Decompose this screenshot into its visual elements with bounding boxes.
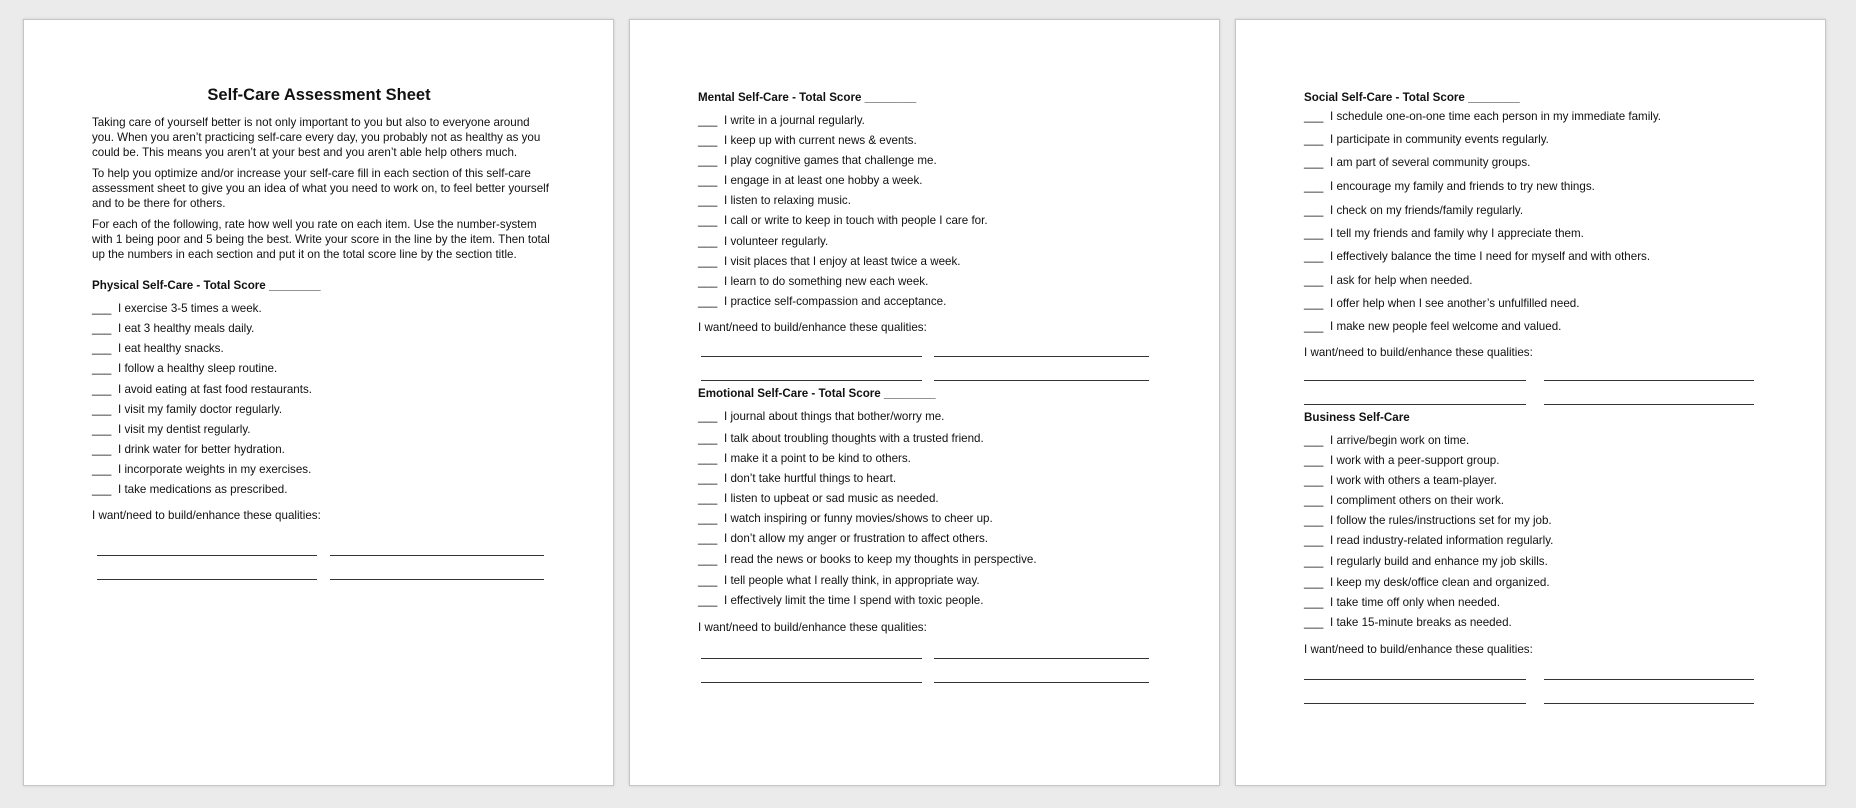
checklist-item bbox=[92, 462, 562, 477]
score-blank[interactable]: ___ bbox=[1304, 133, 1324, 146]
physical-items bbox=[92, 301, 562, 497]
checklist-item bbox=[1304, 554, 1774, 569]
item-label: I read the news or books to keep my thoughts in perspective. bbox=[724, 553, 1037, 566]
write-line[interactable] bbox=[97, 555, 317, 556]
checklist-item bbox=[1304, 203, 1774, 218]
business-section-heading: Business Self-Care bbox=[1304, 411, 1410, 424]
score-blank[interactable]: ___ bbox=[1304, 204, 1324, 217]
item-label: I journal about things that bother/worry me. bbox=[724, 410, 945, 423]
item-label: I take time off only when needed. bbox=[1330, 596, 1500, 609]
checklist-item bbox=[698, 531, 1168, 546]
item-label: I tell my friends and family why I appreciate them. bbox=[1330, 227, 1584, 240]
checklist-item bbox=[698, 234, 1168, 249]
checklist-item bbox=[1304, 109, 1774, 124]
item-label: I make new people feel welcome and valued. bbox=[1330, 320, 1562, 333]
checklist-item bbox=[698, 409, 1168, 424]
write-line[interactable] bbox=[934, 658, 1149, 659]
checklist-item bbox=[1304, 296, 1774, 311]
score-blank[interactable]: ___ bbox=[698, 235, 718, 248]
score-blank[interactable]: ___ bbox=[92, 423, 112, 436]
checklist-item bbox=[698, 113, 1168, 128]
item-label: I offer help when I see another’s unfulfilled need. bbox=[1330, 297, 1580, 310]
intro-paragraph-3: For each of the following, rate how well you rate on each item. Use the number-system with 1 being poor and 5 being the best. Write your score in the line by the item. Then total up the numbers in each section and put it on the total score line by the section title. bbox=[92, 218, 550, 261]
item-label: I volunteer regularly. bbox=[724, 235, 829, 248]
score-blank[interactable]: ___ bbox=[92, 483, 112, 496]
score-blank[interactable]: ___ bbox=[698, 134, 718, 147]
score-blank[interactable]: ___ bbox=[698, 174, 718, 187]
page-1 bbox=[23, 19, 614, 786]
qualities-label: I want/need to build/enhance these qualities: bbox=[1304, 346, 1533, 359]
checklist-item bbox=[92, 361, 562, 376]
item-label: I check on my friends/family regularly. bbox=[1330, 204, 1524, 217]
checklist-item bbox=[92, 402, 562, 417]
document-title: Self-Care Assessment Sheet bbox=[207, 86, 431, 104]
score-blank[interactable]: ___ bbox=[1304, 297, 1324, 310]
checklist-item bbox=[1304, 533, 1774, 548]
score-blank[interactable]: ___ bbox=[92, 342, 112, 355]
score-blank[interactable]: ___ bbox=[698, 492, 718, 505]
checklist-item bbox=[92, 442, 562, 457]
checklist-item bbox=[698, 294, 1168, 309]
qualities-lines bbox=[1304, 657, 1774, 702]
score-blank[interactable]: ___ bbox=[698, 275, 718, 288]
item-label: I encourage my family and friends to try new things. bbox=[1330, 180, 1595, 193]
write-line[interactable] bbox=[1544, 404, 1754, 405]
checklist-item bbox=[698, 451, 1168, 466]
score-blank[interactable]: ___ bbox=[1304, 227, 1324, 240]
item-label: I visit places that I enjoy at least twice a week. bbox=[724, 255, 961, 268]
score-blank[interactable]: ___ bbox=[698, 553, 718, 566]
score-blank[interactable]: ___ bbox=[1304, 454, 1324, 467]
item-label: I listen to relaxing music. bbox=[724, 194, 851, 207]
score-blank[interactable]: ___ bbox=[698, 574, 718, 587]
score-blank[interactable]: ___ bbox=[1304, 555, 1324, 568]
checklist-item bbox=[698, 593, 1168, 608]
checklist-item bbox=[1304, 615, 1774, 630]
checklist-item bbox=[1304, 226, 1774, 241]
item-label: I exercise 3-5 times a week. bbox=[118, 302, 262, 315]
page-3-content bbox=[1304, 90, 1774, 702]
social-section-heading: Social Self-Care - Total Score ________ bbox=[1304, 91, 1520, 104]
write-line[interactable] bbox=[701, 380, 922, 381]
qualities-label: I want/need to build/enhance these qualities: bbox=[1304, 643, 1533, 656]
emotional-section-heading: Emotional Self-Care - Total Score ________ bbox=[698, 387, 936, 400]
item-label: I work with others a team-player. bbox=[1330, 474, 1497, 487]
score-blank[interactable]: ___ bbox=[92, 463, 112, 476]
score-blank[interactable]: ___ bbox=[92, 383, 112, 396]
score-blank[interactable]: ___ bbox=[1304, 320, 1324, 333]
item-label: I schedule one-on-one time each person in my immediate family. bbox=[1330, 110, 1662, 123]
checklist-item bbox=[92, 301, 562, 316]
page-2 bbox=[629, 19, 1220, 786]
item-label: I participate in community events regularly. bbox=[1330, 133, 1549, 146]
item-label: I eat 3 healthy meals daily. bbox=[118, 322, 255, 335]
write-line[interactable] bbox=[1544, 703, 1754, 704]
write-line[interactable] bbox=[1304, 380, 1526, 381]
checklist-item bbox=[92, 422, 562, 437]
score-blank[interactable]: ___ bbox=[1304, 596, 1324, 609]
checklist-item bbox=[698, 471, 1168, 486]
item-label: I engage in at least one hobby a week. bbox=[724, 174, 923, 187]
checklist-item bbox=[698, 431, 1168, 446]
item-label: I make it a point to be kind to others. bbox=[724, 452, 911, 465]
item-label: I avoid eating at fast food restaurants. bbox=[118, 383, 312, 396]
item-label: I work with a peer-support group. bbox=[1330, 454, 1500, 467]
score-blank[interactable]: ___ bbox=[698, 194, 718, 207]
score-blank[interactable]: ___ bbox=[698, 512, 718, 525]
score-blank[interactable]: ___ bbox=[1304, 434, 1324, 447]
score-blank[interactable]: ___ bbox=[92, 322, 112, 335]
checklist-item bbox=[698, 552, 1168, 567]
checklist-item bbox=[1304, 155, 1774, 170]
score-blank[interactable]: ___ bbox=[1304, 494, 1324, 507]
checklist-item bbox=[698, 491, 1168, 506]
page-1-content bbox=[92, 85, 562, 573]
write-line[interactable] bbox=[1304, 404, 1526, 405]
qualities-lines bbox=[1304, 360, 1774, 405]
item-label: I incorporate weights in my exercises. bbox=[118, 463, 312, 476]
item-label: I follow a healthy sleep routine. bbox=[118, 362, 278, 375]
item-label: I visit my family doctor regularly. bbox=[118, 403, 283, 416]
write-line[interactable] bbox=[1304, 679, 1526, 680]
mental-items bbox=[698, 113, 1168, 309]
item-label: I take medications as prescribed. bbox=[118, 483, 288, 496]
checklist-item bbox=[698, 133, 1168, 148]
page-3 bbox=[1235, 19, 1826, 786]
item-label: I arrive/begin work on time. bbox=[1330, 434, 1470, 447]
write-line[interactable] bbox=[934, 682, 1149, 683]
item-label: I don’t allow my anger or frustration to affect others. bbox=[724, 532, 988, 545]
mental-section-heading: Mental Self-Care - Total Score ________ bbox=[698, 91, 917, 104]
write-line[interactable] bbox=[701, 658, 922, 659]
checklist-item bbox=[698, 254, 1168, 269]
item-label: I ask for help when needed. bbox=[1330, 274, 1473, 287]
intro-paragraph-2: To help you optimize and/or increase your self-care fill in each section of this self-care assessment sheet to give you an idea of what you need to work on, to feel better yourself and to be there for others. bbox=[92, 167, 549, 210]
score-blank[interactable]: ___ bbox=[1304, 274, 1324, 287]
item-label: I call or write to keep in touch with people I care for. bbox=[724, 214, 988, 227]
score-blank[interactable]: ___ bbox=[698, 214, 718, 227]
score-blank[interactable]: ___ bbox=[698, 432, 718, 445]
item-label: I play cognitive games that challenge me. bbox=[724, 154, 937, 167]
social-items bbox=[1304, 109, 1774, 334]
write-line[interactable] bbox=[701, 682, 922, 683]
score-blank[interactable]: ___ bbox=[1304, 110, 1324, 123]
write-line[interactable] bbox=[701, 356, 922, 357]
item-label: I take 15-minute breaks as needed. bbox=[1330, 616, 1512, 629]
physical-section-heading: Physical Self-Care - Total Score ________ bbox=[92, 279, 321, 292]
item-label: I practice self-compassion and acceptance. bbox=[724, 295, 947, 308]
qualities-label: I want/need to build/enhance these qualities: bbox=[698, 321, 927, 334]
score-blank[interactable]: ___ bbox=[92, 302, 112, 315]
score-blank[interactable]: ___ bbox=[92, 403, 112, 416]
checklist-item bbox=[1304, 453, 1774, 468]
item-label: I compliment others on their work. bbox=[1330, 494, 1504, 507]
qualities-lines bbox=[698, 635, 1168, 681]
score-blank[interactable]: ___ bbox=[92, 443, 112, 456]
score-blank[interactable]: ___ bbox=[698, 594, 718, 607]
emotional-items bbox=[698, 409, 1168, 608]
item-label: I read industry-related information regularly. bbox=[1330, 534, 1554, 547]
score-blank[interactable]: ___ bbox=[698, 532, 718, 545]
item-label: I keep my desk/office clean and organized. bbox=[1330, 576, 1550, 589]
checklist-item bbox=[1304, 595, 1774, 610]
item-label: I listen to upbeat or sad music as needed. bbox=[724, 492, 939, 505]
item-label: I drink water for better hydration. bbox=[118, 443, 285, 456]
qualities-lines bbox=[698, 335, 1168, 381]
score-blank[interactable]: ___ bbox=[698, 255, 718, 268]
score-blank[interactable]: ___ bbox=[1304, 576, 1324, 589]
item-label: I watch inspiring or funny movies/shows to cheer up. bbox=[724, 512, 993, 525]
qualities-label: I want/need to build/enhance these qualities: bbox=[92, 509, 321, 522]
checklist-item bbox=[92, 482, 562, 497]
score-blank[interactable]: ___ bbox=[698, 295, 718, 308]
checklist-item bbox=[1304, 473, 1774, 488]
item-label: I write in a journal regularly. bbox=[724, 114, 865, 127]
write-line[interactable] bbox=[330, 555, 544, 556]
score-blank[interactable]: ___ bbox=[1304, 156, 1324, 169]
checklist-item bbox=[1304, 179, 1774, 194]
score-blank[interactable]: ___ bbox=[698, 452, 718, 465]
checklist-item bbox=[698, 213, 1168, 228]
item-label: I eat healthy snacks. bbox=[118, 342, 224, 355]
score-blank[interactable]: ___ bbox=[92, 362, 112, 375]
qualities-lines bbox=[92, 523, 562, 573]
checklist-item bbox=[698, 193, 1168, 208]
checklist-item bbox=[1304, 249, 1774, 264]
checklist-item bbox=[1304, 513, 1774, 528]
write-line[interactable] bbox=[330, 579, 544, 580]
item-label: I learn to do something new each week. bbox=[724, 275, 929, 288]
score-blank[interactable]: ___ bbox=[1304, 514, 1324, 527]
item-label: I effectively balance the time I need for myself and with others. bbox=[1330, 250, 1651, 263]
item-label: I effectively limit the time I spend with toxic people. bbox=[724, 594, 984, 607]
business-items bbox=[1304, 433, 1774, 630]
checklist-item bbox=[1304, 433, 1774, 448]
item-label: I don’t take hurtful things to heart. bbox=[724, 472, 897, 485]
intro-paragraph-1: Taking care of yourself better is not only important to you but also to everyone around you. When you aren’t practicing self-care every day, you probably not as healthy as you could be. This means you aren’t at your best and you aren’t able help others much. bbox=[92, 116, 541, 159]
write-line[interactable] bbox=[1544, 380, 1754, 381]
checklist-item bbox=[92, 321, 562, 336]
score-blank[interactable]: ___ bbox=[1304, 250, 1324, 263]
score-blank[interactable]: ___ bbox=[698, 410, 718, 423]
checklist-item bbox=[698, 511, 1168, 526]
checklist-item bbox=[1304, 575, 1774, 590]
item-label: I regularly build and enhance my job skills. bbox=[1330, 555, 1548, 568]
write-line[interactable] bbox=[1544, 679, 1754, 680]
checklist-item bbox=[698, 153, 1168, 168]
write-line[interactable] bbox=[934, 356, 1149, 357]
item-label: I follow the rules/instructions set for my job. bbox=[1330, 514, 1552, 527]
checklist-item bbox=[698, 573, 1168, 588]
item-label: I keep up with current news & events. bbox=[724, 134, 917, 147]
score-blank[interactable]: ___ bbox=[698, 154, 718, 167]
write-line[interactable] bbox=[1304, 703, 1526, 704]
score-blank[interactable]: ___ bbox=[1304, 616, 1324, 629]
score-blank[interactable]: ___ bbox=[1304, 180, 1324, 193]
checklist-item bbox=[1304, 273, 1774, 288]
score-blank[interactable]: ___ bbox=[1304, 474, 1324, 487]
score-blank[interactable]: ___ bbox=[698, 472, 718, 485]
qualities-label: I want/need to build/enhance these qualities: bbox=[698, 621, 927, 634]
checklist-item bbox=[698, 173, 1168, 188]
checklist-item bbox=[698, 274, 1168, 289]
score-blank[interactable]: ___ bbox=[1304, 534, 1324, 547]
checklist-item bbox=[1304, 132, 1774, 147]
item-label: I talk about troubling thoughts with a trusted friend. bbox=[724, 432, 984, 445]
write-line[interactable] bbox=[934, 380, 1149, 381]
checklist-item bbox=[92, 341, 562, 356]
page-2-content bbox=[698, 90, 1168, 681]
checklist-item bbox=[1304, 319, 1774, 334]
item-label: I am part of several community groups. bbox=[1330, 156, 1531, 169]
item-label: I tell people what I really think, in appropriate way. bbox=[724, 574, 980, 587]
checklist-item bbox=[1304, 493, 1774, 508]
item-label: I visit my dentist regularly. bbox=[118, 423, 251, 436]
score-blank[interactable]: ___ bbox=[698, 114, 718, 127]
write-line[interactable] bbox=[97, 579, 317, 580]
checklist-item bbox=[92, 382, 562, 397]
